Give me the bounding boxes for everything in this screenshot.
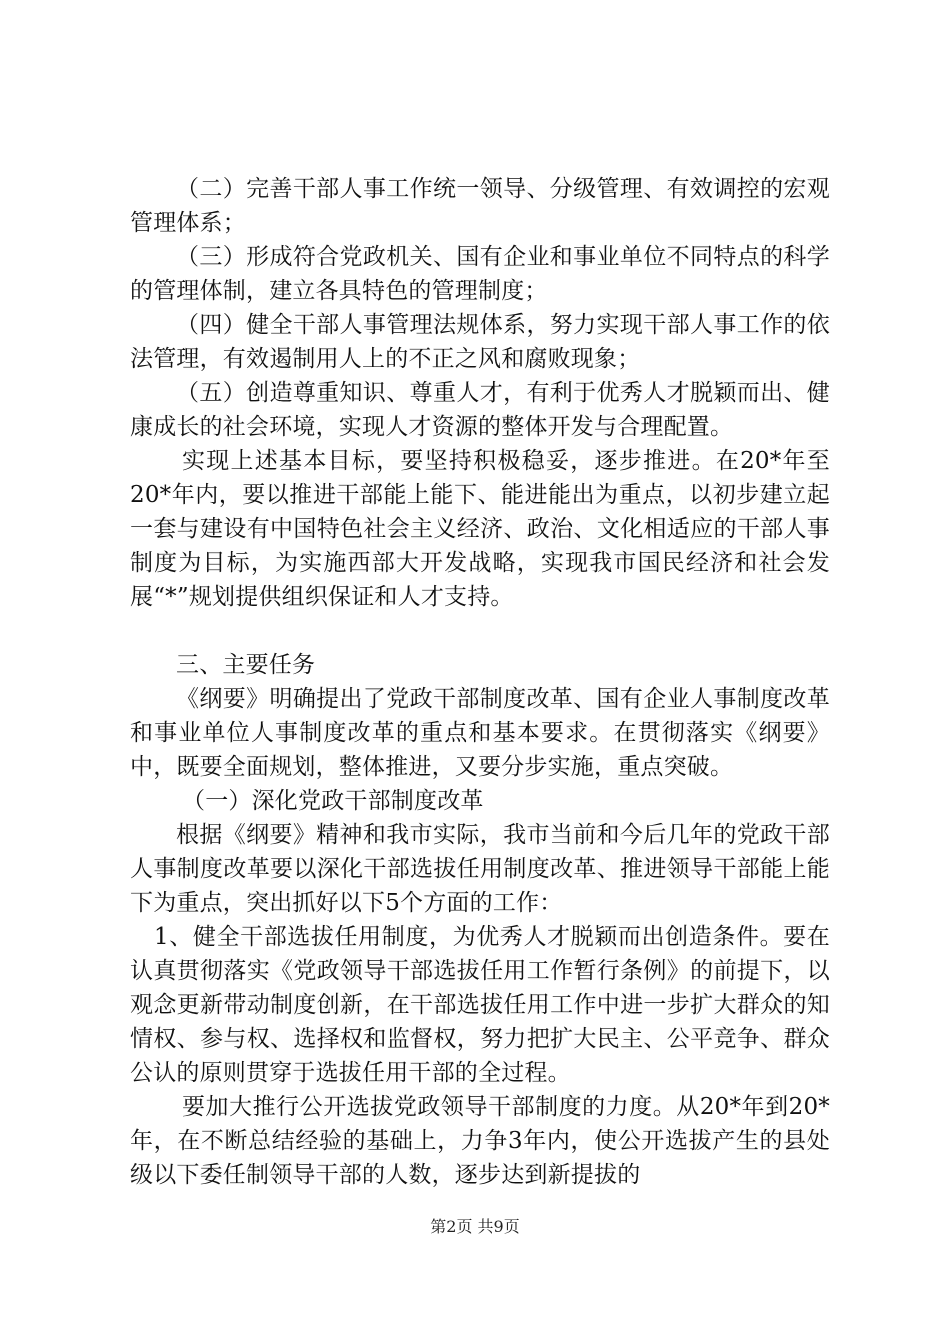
paragraph-outline-intro: 《纲要》明确提出了党政干部制度改革、国有企业人事制度改革和事业单位人事制度改革的重点和基本要求。在贯彻落实《纲要》中，既要全面规划，整体推进，又要分步实施，重点突破。 bbox=[130, 686, 830, 780]
paragraph-public-selection: 要加大推行公开选拔党政领导干部制度的力度。从20*年到20*年，在不断总结经验的基础上，力争3年内，使公开选拔产生的县处级以下委任制领导干部的人数，逐步达到新提拔的 bbox=[130, 1094, 830, 1188]
page-number-footer: 第2页 共9页 bbox=[430, 1217, 520, 1236]
paragraph-item-1: 1、健全干部选拔任用制度，为优秀人才脱颖而出创造条件。要在认真贯彻落实《党政领导干部选拔任用工作暂行条例》的前提下，以观念更新带动制度创新，在干部选拔任用工作中进一步扩大群众的知情权、参与权、选择权和监督权，努力把扩大民主、公平竞争、群众公认的原则贯穿于选拔任用干部的全过程。 bbox=[130, 924, 830, 1086]
document-body bbox=[130, 172, 830, 1192]
paragraph-goal-5: （五）创造尊重知识、尊重人才，有利于优秀人才脱颖而出、健康成长的社会环境，实现人才资源的整体开发与合理配置。 bbox=[130, 380, 830, 440]
paragraph-implementation: 实现上述基本目标，要坚持积极稳妥，逐步推进。在20*年至20*年内，要以推进干部能上能下、能进能出为重点，以初步建立起一套与建设有中国特色社会主义经济、政治、文化相适应的干部人事制度为目标，为实施西部大开发战略，实现我市国民经济和社会发展“*”规划提供组织保证和人才支持。 bbox=[130, 448, 830, 610]
paragraph-goal-4: （四）健全干部人事管理法规体系，努力实现干部人事工作的依法管理，有效遏制用人上的不正之风和腐败现象； bbox=[130, 312, 830, 372]
section-heading-main-tasks: 三、主要任务 bbox=[176, 652, 316, 678]
paragraph-goal-2: （二）完善干部人事工作统一领导、分级管理、有效调控的宏观管理体系； bbox=[130, 176, 830, 236]
subheading-party-reform: （一）深化党政干部制度改革 bbox=[182, 788, 484, 814]
paragraph-reform-focus: 根据《纲要》精神和我市实际，我市当前和今后几年的党政干部人事制度改革要以深化干部选拔任用制度改革、推进领导干部能上能下为重点，突出抓好以下5个方面的工作： bbox=[130, 822, 830, 916]
paragraph-goal-3: （三）形成符合党政机关、国有企业和事业单位不同特点的科学的管理体制，建立各具特色的管理制度； bbox=[130, 244, 830, 304]
